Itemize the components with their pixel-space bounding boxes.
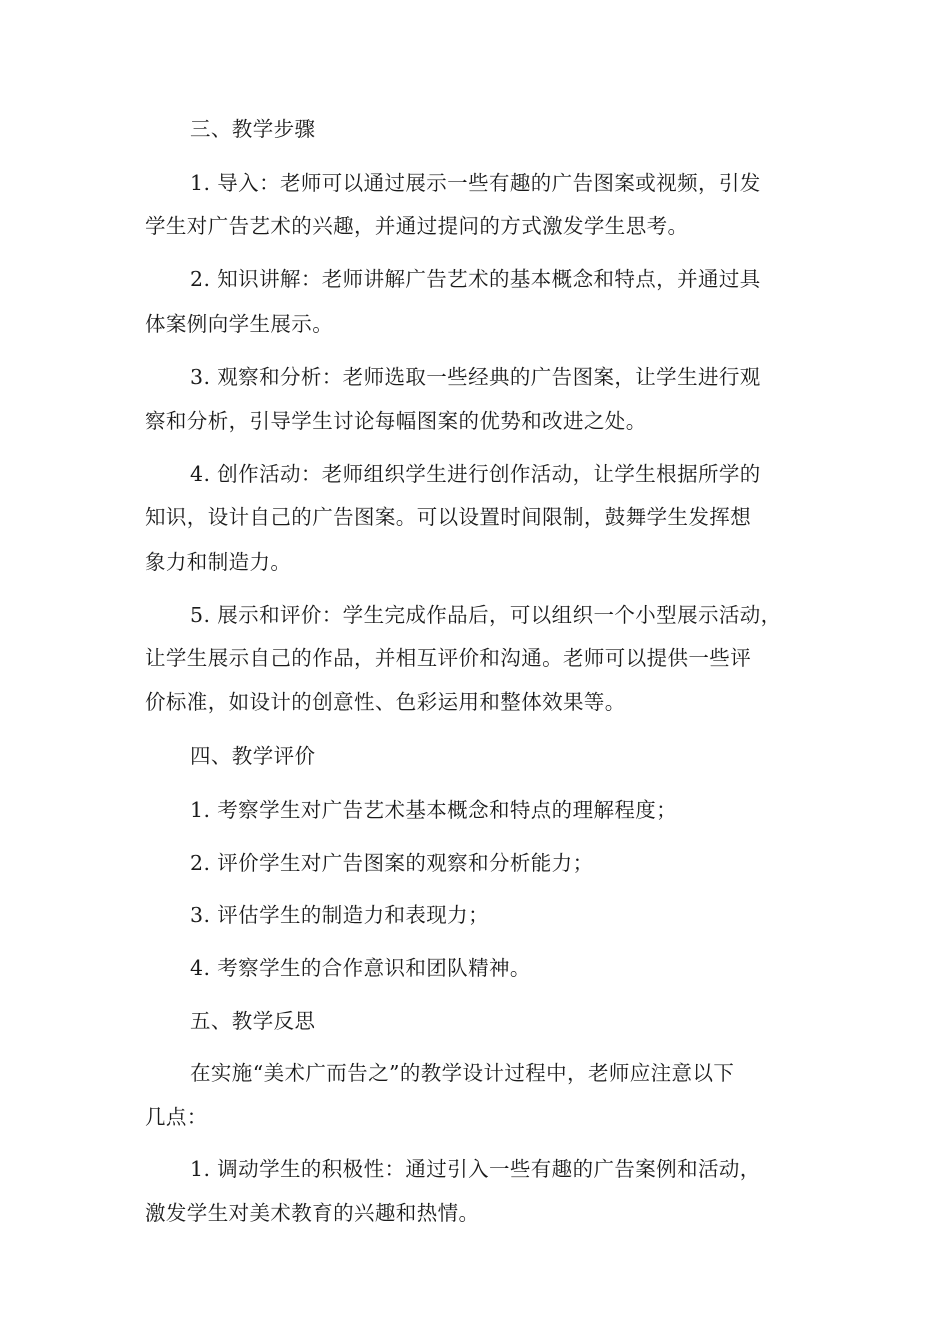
step-5-line-1: 5. 展示和评价：学生完成作品后，可以组织一个小型展示活动， <box>190 603 782 627</box>
reflection-intro-line-2: 几点： <box>145 1105 208 1129</box>
step-3-line-2: 察和分析，引导学生讨论每幅图案的优势和改进之处。 <box>145 409 647 433</box>
evaluation-item-2: 2. 评价学生对广告图案的观察和分析能力； <box>190 851 594 875</box>
reflection-item-1-line-1: 1. 调动学生的积极性：通过引入一些有趣的广告案例和活动， <box>190 1157 761 1181</box>
step-2-line-1: 2. 知识讲解：老师讲解广告艺术的基本概念和特点，并通过具 <box>190 267 761 291</box>
section-heading-teaching-steps: 三、教学步骤 <box>190 117 316 141</box>
step-2-line-2: 体案例向学生展示。 <box>145 312 334 336</box>
section-heading-teaching-reflection: 五、教学反思 <box>190 1009 316 1033</box>
section-heading-teaching-evaluation: 四、教学评价 <box>190 744 316 768</box>
reflection-intro-line-1: 在实施“美术广而告之”的教学设计过程中，老师应注意以下 <box>190 1061 735 1085</box>
step-3-line-1: 3. 观察和分析：老师选取一些经典的广告图案，让学生进行观 <box>190 365 761 389</box>
step-1-line-2: 学生对广告艺术的兴趣，并通过提问的方式激发学生思考。 <box>145 214 689 238</box>
step-4-line-3: 象力和制造力。 <box>145 550 292 574</box>
evaluation-item-3: 3. 评估学生的制造力和表现力； <box>190 903 489 927</box>
step-4-line-1: 4. 创作活动：老师组织学生进行创作活动，让学生根据所学的 <box>190 462 761 486</box>
evaluation-item-1: 1. 考察学生对广告艺术基本概念和特点的理解程度； <box>190 798 678 822</box>
step-5-line-2: 让学生展示自己的作品，并相互评价和沟通。老师可以提供一些评 <box>145 646 752 670</box>
step-5-line-3: 价标准，如设计的创意性、色彩运用和整体效果等。 <box>145 690 626 714</box>
reflection-item-1-line-2: 激发学生对美术教育的兴趣和热情。 <box>145 1201 480 1225</box>
step-1-line-1: 1. 导入：老师可以通过展示一些有趣的广告图案或视频，引发 <box>190 171 761 195</box>
step-4-line-2: 知识，设计自己的广告图案。可以设置时间限制，鼓舞学生发挥想 <box>145 505 752 529</box>
evaluation-item-4: 4. 考察学生的合作意识和团队精神。 <box>190 956 531 980</box>
